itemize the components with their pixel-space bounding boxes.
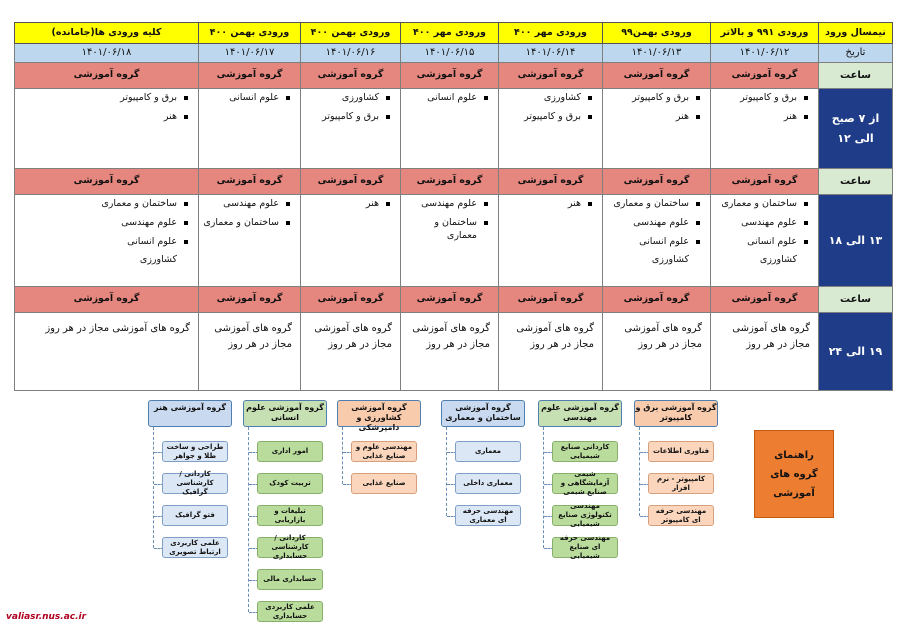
slot-row (15, 313, 893, 391)
group-label-row (15, 63, 893, 89)
connector-line (543, 427, 544, 548)
group-label-cell: گروه آموزشی (711, 169, 819, 195)
group-column (148, 400, 232, 556)
group-label-cell: گروه آموزشی (199, 63, 301, 89)
group-list-cell (199, 89, 301, 169)
group-list-item: برق و کامپیوتر (305, 111, 390, 124)
group-list-cell (15, 89, 199, 169)
date-cell: ۱۴۰۱/۰۶/۱۴ (499, 44, 603, 63)
group-list-item: کشاورزی (305, 92, 390, 105)
group-list-item: ساختمان و معماری (715, 198, 808, 211)
group-label-cell: گروه آموزشی (711, 287, 819, 313)
group-list (19, 92, 188, 124)
group-label-cell: گروه آموزشی (603, 169, 711, 195)
group-list (203, 198, 290, 230)
group-list-item: علوم انسانی (715, 236, 808, 249)
group-list-cell (603, 195, 711, 287)
group-column (337, 400, 421, 488)
group-list-item: برق و کامپیوتر (715, 92, 808, 105)
group-column (243, 400, 327, 620)
group-label-cell: گروه آموزشی (603, 63, 711, 89)
program-node: تربیت کودک (257, 473, 323, 494)
header-cell: ورودی بهمن۹۹ (603, 23, 711, 44)
program-node: فناوری اطلاعات (648, 441, 714, 462)
program-node: معماری داخلی (455, 473, 521, 494)
group-list-item: علوم انسانی (607, 236, 700, 249)
date-row (15, 44, 893, 63)
header-cell: ورودی مهر ۴۰۰ (401, 23, 499, 44)
legend-box (754, 430, 834, 518)
date-cell: ۱۴۰۱/۰۶/۱۲ (711, 44, 819, 63)
group-column-title: گروه آموزشی برق و کامپیوتر (634, 400, 718, 427)
group-label-cell: گروه آموزشی (15, 169, 199, 195)
program-node: مهندسی حرفه ای صنایع شیمیایی (552, 537, 618, 558)
group-list-item: علوم مهندسی (203, 198, 290, 211)
date-label: تاریخ (819, 44, 893, 63)
program-node: صنایع غذایی (351, 473, 417, 494)
group-list-item: علوم انسانی (19, 236, 188, 249)
group-label-cell: گروه آموزشی (301, 287, 401, 313)
footer-url[interactable]: valiasr.nus.ac.ir (6, 612, 87, 622)
group-list-item: ساختمان و معماری (203, 217, 290, 230)
group-label-cell: گروه آموزشی (499, 287, 603, 313)
header-cell: ورودی بهمن ۴۰۰ (199, 23, 301, 44)
header-cell: نیمسال ورود (819, 23, 893, 44)
group-label-cell: گروه آموزشی (499, 169, 603, 195)
group-column-title: گروه آموزشی هنر (148, 400, 232, 427)
group-list-item: علوم مهندسی (607, 217, 700, 230)
group-list-item: هنر (305, 198, 390, 211)
header-cell: کلیه ورودی ها(جامانده) (15, 23, 199, 44)
group-list-cell (499, 89, 603, 169)
group-list-item: هنر (19, 111, 188, 124)
time-label: ساعت (819, 169, 893, 195)
group-list-item: ساختمان و معماری (607, 198, 700, 211)
group-list-item: برق و کامپیوتر (607, 92, 700, 105)
group-list-item: علوم مهندسی (19, 217, 188, 230)
group-label-row (15, 169, 893, 195)
allowed-groups-note: گروه های آموزشی مجاز در هر روز (711, 313, 819, 391)
connector-line (639, 427, 640, 516)
legend-text: راهنمای گروه های آموزشی (770, 449, 818, 499)
slot-row (15, 195, 893, 287)
allowed-groups-note: گروه های آموزشی مجاز در هر روز (199, 313, 301, 391)
group-list-cell (401, 89, 499, 169)
program-node: امور اداری (257, 441, 323, 462)
group-label-cell: گروه آموزشی (15, 63, 199, 89)
group-label-cell: گروه آموزشی (499, 63, 603, 89)
group-column-title: گروه آموزشی ساختمان و معماری (441, 400, 525, 427)
program-node: علمی کاربردی حسابداری (257, 601, 323, 622)
header-cell: ورودی ۹۹۱ و بالاتر (711, 23, 819, 44)
group-list-item: هنر (607, 111, 700, 124)
group-list-item: ساختمان و معماری (405, 217, 488, 243)
time-slot: از ۷ صبح الی ۱۲ (819, 89, 893, 169)
group-list (607, 198, 700, 267)
group-list-cell (499, 195, 603, 287)
schedule-table (14, 22, 893, 391)
time-slot: ۱۳ الی ۱۸ (819, 195, 893, 287)
program-node: فتو گرافیک (162, 505, 228, 526)
group-list-item: هنر (715, 111, 808, 124)
allowed-groups-note: گروه های آموزشی مجاز در هر روز (301, 313, 401, 391)
date-cell: ۱۴۰۱/۰۶/۱۸ (15, 44, 199, 63)
program-node: حسابداری مالی (257, 569, 323, 590)
group-list-cell (301, 89, 401, 169)
group-label-cell: گروه آموزشی (401, 287, 499, 313)
program-node: کامپیوتر - نرم افزار (648, 473, 714, 494)
group-list-cell (199, 195, 301, 287)
group-list (305, 198, 390, 211)
group-list-cell (301, 195, 401, 287)
group-column-title: گروه آموزشی علوم انسانی (243, 400, 327, 427)
header-row (15, 23, 893, 44)
program-node: کاردانی صنایع شیمیایی (552, 441, 618, 462)
group-column (634, 400, 718, 524)
header-cell: ورودی مهر ۴۰۰ (499, 23, 603, 44)
group-label-cell: گروه آموزشی (603, 287, 711, 313)
group-label-cell: گروه آموزشی (199, 169, 301, 195)
group-list (503, 198, 592, 211)
group-list-item: کشاورزی (139, 254, 177, 266)
program-node: مهندسی حرفه ای کامپیوتر (648, 505, 714, 526)
group-list-item: برق و کامپیوتر (503, 111, 592, 124)
group-column-title: گروه آموزشی کشاورزی و دامپزشکی (337, 400, 421, 427)
group-column (441, 400, 525, 524)
time-label: ساعت (819, 287, 893, 313)
group-list (405, 198, 488, 242)
group-list-item: علوم انسانی (405, 92, 488, 105)
group-list-cell (401, 195, 499, 287)
program-node: کاردانی /کارشناسی حسابداری (257, 537, 323, 558)
group-list (607, 92, 700, 124)
group-list (715, 92, 808, 124)
date-cell: ۱۴۰۱/۰۶/۱۳ (603, 44, 711, 63)
group-list (19, 198, 188, 267)
header-cell: ورودی بهمن ۴۰۰ (301, 23, 401, 44)
allowed-groups-note: گروه های آموزشی مجاز در هر روز (499, 313, 603, 391)
group-label-cell: گروه آموزشی (401, 63, 499, 89)
group-label-cell: گروه آموزشی (15, 287, 199, 313)
allowed-groups-note: گروه های آموزشی مجاز در هر روز (15, 313, 199, 391)
program-node: تبلیغات و بازاریابی (257, 505, 323, 526)
group-list-cell (711, 89, 819, 169)
group-list (203, 92, 290, 105)
slot-row (15, 89, 893, 169)
group-list-item: کشاورزی (651, 254, 689, 266)
allowed-groups-note: گروه های آموزشی مجاز در هر روز (603, 313, 711, 391)
connector-line (446, 427, 447, 516)
group-label-cell: گروه آموزشی (711, 63, 819, 89)
group-list-item: علوم مهندسی (405, 198, 488, 211)
group-list-cell (15, 195, 199, 287)
date-cell: ۱۴۰۱/۰۶/۱۵ (401, 44, 499, 63)
program-node: مهندسی تکنولوژی صنایع شیمیایی (552, 505, 618, 526)
program-node: طراحی و ساخت طلا و جواهر (162, 441, 228, 462)
group-list-item: هنر (503, 198, 592, 211)
date-cell: ۱۴۰۱/۰۶/۱۷ (199, 44, 301, 63)
group-column-title: گروه آموزشی علوم مهندسی (538, 400, 622, 427)
group-list (503, 92, 592, 124)
group-list (405, 92, 488, 105)
date-cell: ۱۴۰۱/۰۶/۱۶ (301, 44, 401, 63)
program-node: کاردانی /کارشناسی گرافیک (162, 473, 228, 494)
connector-line (342, 427, 343, 484)
group-list-item: علوم انسانی (203, 92, 290, 105)
allowed-groups-note: گروه های آموزشی مجاز در هر روز (401, 313, 499, 391)
time-slot: ۱۹ الی ۲۴ (819, 313, 893, 391)
group-label-cell: گروه آموزشی (301, 169, 401, 195)
group-label-cell: گروه آموزشی (199, 287, 301, 313)
connector-line (153, 427, 154, 548)
group-list-item: کشاورزی (503, 92, 592, 105)
group-list-item: ساختمان و معماری (19, 198, 188, 211)
group-label-row (15, 287, 893, 313)
group-list-item: برق و کامپیوتر (19, 92, 188, 105)
group-column (538, 400, 622, 560)
time-label: ساعت (819, 63, 893, 89)
group-label-cell: گروه آموزشی (401, 169, 499, 195)
group-list-cell (603, 89, 711, 169)
group-label-cell: گروه آموزشی (301, 63, 401, 89)
group-list (715, 198, 808, 267)
program-node: معماری (455, 441, 521, 462)
group-list (305, 92, 390, 124)
program-node: مهندسی علوم و صنایع غذایی (351, 441, 417, 462)
program-node: علمی کاربردی ارتباط تصویری (162, 537, 228, 558)
program-node: شیمی آزمایشگاهی و صنایع شیمی (552, 473, 618, 494)
group-list-item: علوم مهندسی (715, 217, 808, 230)
group-list-item: کشاورزی (759, 254, 797, 266)
program-node: مهندسی حرفه ای معماری (455, 505, 521, 526)
connector-line (248, 427, 249, 612)
group-list-cell (711, 195, 819, 287)
